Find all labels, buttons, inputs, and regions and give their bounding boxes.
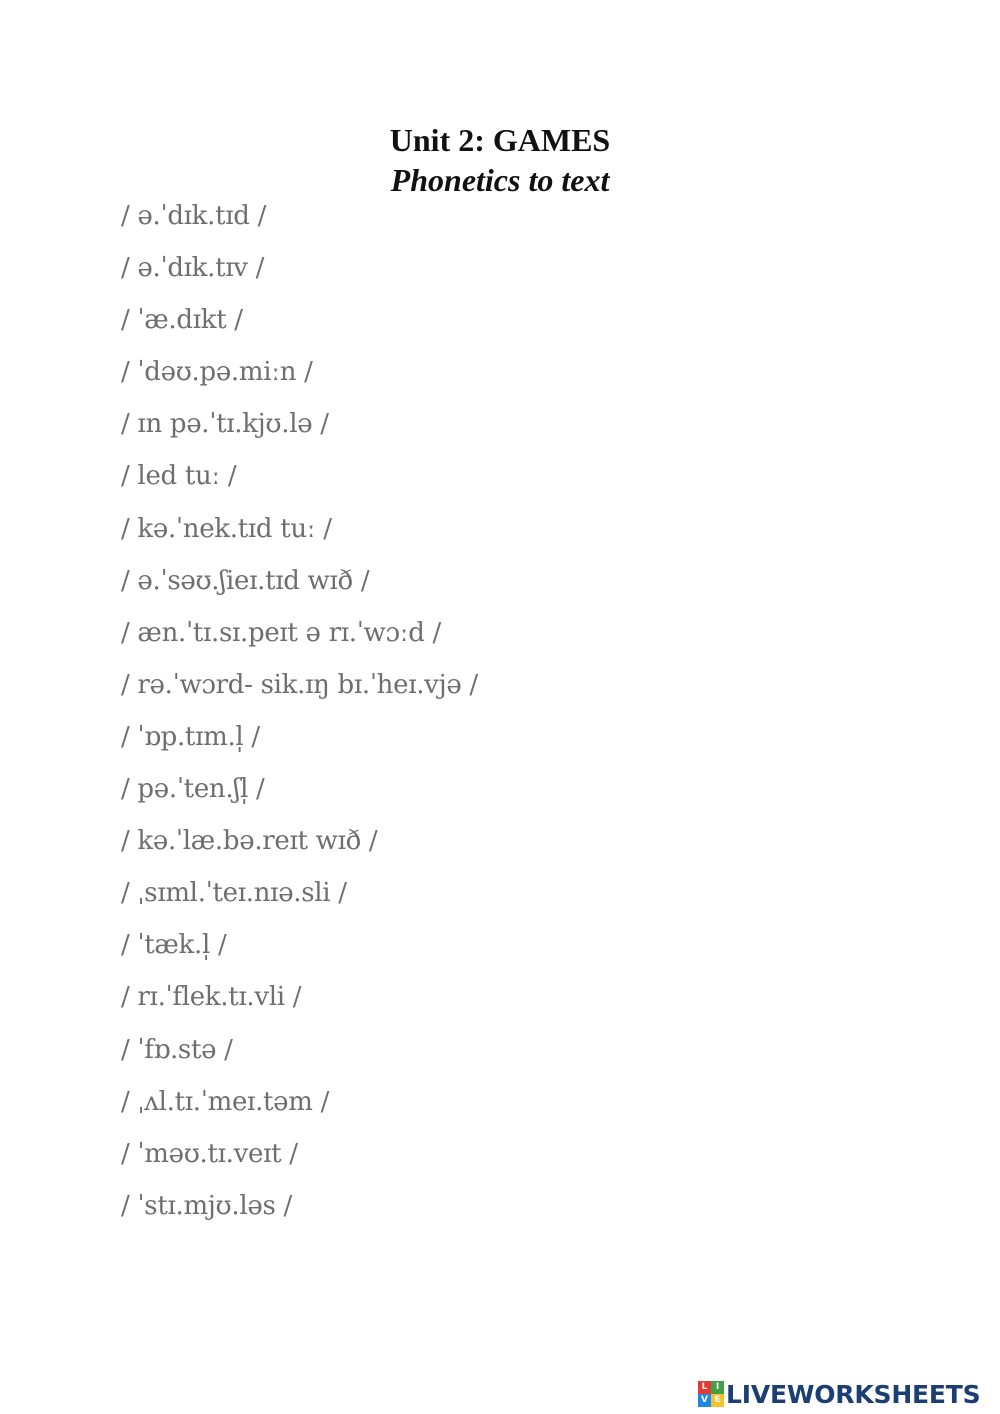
phonetic-item: / ɪn pə.ˈtɪ.kjʊ.lə /: [121, 409, 329, 440]
logo-letter: L: [698, 1381, 711, 1394]
liveworksheets-wordmark: LIVEWORKSHEETS: [726, 1379, 981, 1409]
page-title: Unit 2: GAMES: [389, 122, 611, 158]
phonetic-item: / ə.ˈdɪk.tɪv /: [121, 253, 265, 284]
phonetic-item: / ˌʌl.tɪ.ˈmeɪ.təm /: [121, 1086, 330, 1117]
phonetic-item: / ˈtæk.l̩ /: [121, 930, 227, 961]
phonetic-item: / rɪ.ˈflek.tɪ.vli /: [121, 982, 302, 1013]
phonetic-item: / ˈɒp.tɪm.l̩ /: [121, 721, 260, 752]
phonetic-item: / rə.ˈwɔrd- sik.ɪŋ bɪ.ˈheɪ.vjə /: [121, 669, 478, 700]
phonetic-item: / ˈdəʊ.pə.miːn /: [121, 357, 313, 388]
phonetic-item: / ˈfɒ.stə /: [121, 1034, 233, 1065]
phonetic-item: / ˈæ.dɪkt /: [121, 305, 243, 336]
logo-letter: E: [711, 1394, 724, 1407]
logo-letter: I: [711, 1381, 724, 1394]
liveworksheets-icon: [698, 1381, 724, 1407]
phonetic-item: / kə.ˈnek.tɪd tuː /: [121, 513, 332, 544]
phonetic-item: / led tuː /: [121, 461, 237, 492]
phonetic-item: / ə.ˈdɪk.tɪd /: [121, 201, 267, 231]
phonetic-item: / kə.ˈlæ.bə.reɪt wɪð /: [121, 826, 378, 857]
page-subtitle: Phonetics to text: [390, 162, 610, 198]
phonetic-item: / ˈməʊ.tɪ.veɪt /: [121, 1138, 298, 1169]
phonetic-item: / æn.ˈtɪ.sɪ.peɪt ə rɪ.ˈwɔːd /: [121, 617, 441, 648]
liveworksheets-logo[interactable]: [698, 1374, 980, 1414]
logo-letter: V: [698, 1394, 711, 1407]
phonetic-item: / ə.ˈsəʊ.ʃieɪ.tɪd wɪð /: [121, 565, 370, 596]
phonetic-item: / ˈstɪ.mjʊ.ləs /: [121, 1190, 292, 1221]
phonetics-list: [121, 197, 478, 1239]
phonetic-item: / pə.ˈten.ʃl̩ /: [121, 774, 265, 805]
phonetic-item: / ˌsɪml.ˈteɪ.nɪə.sli /: [121, 878, 347, 909]
